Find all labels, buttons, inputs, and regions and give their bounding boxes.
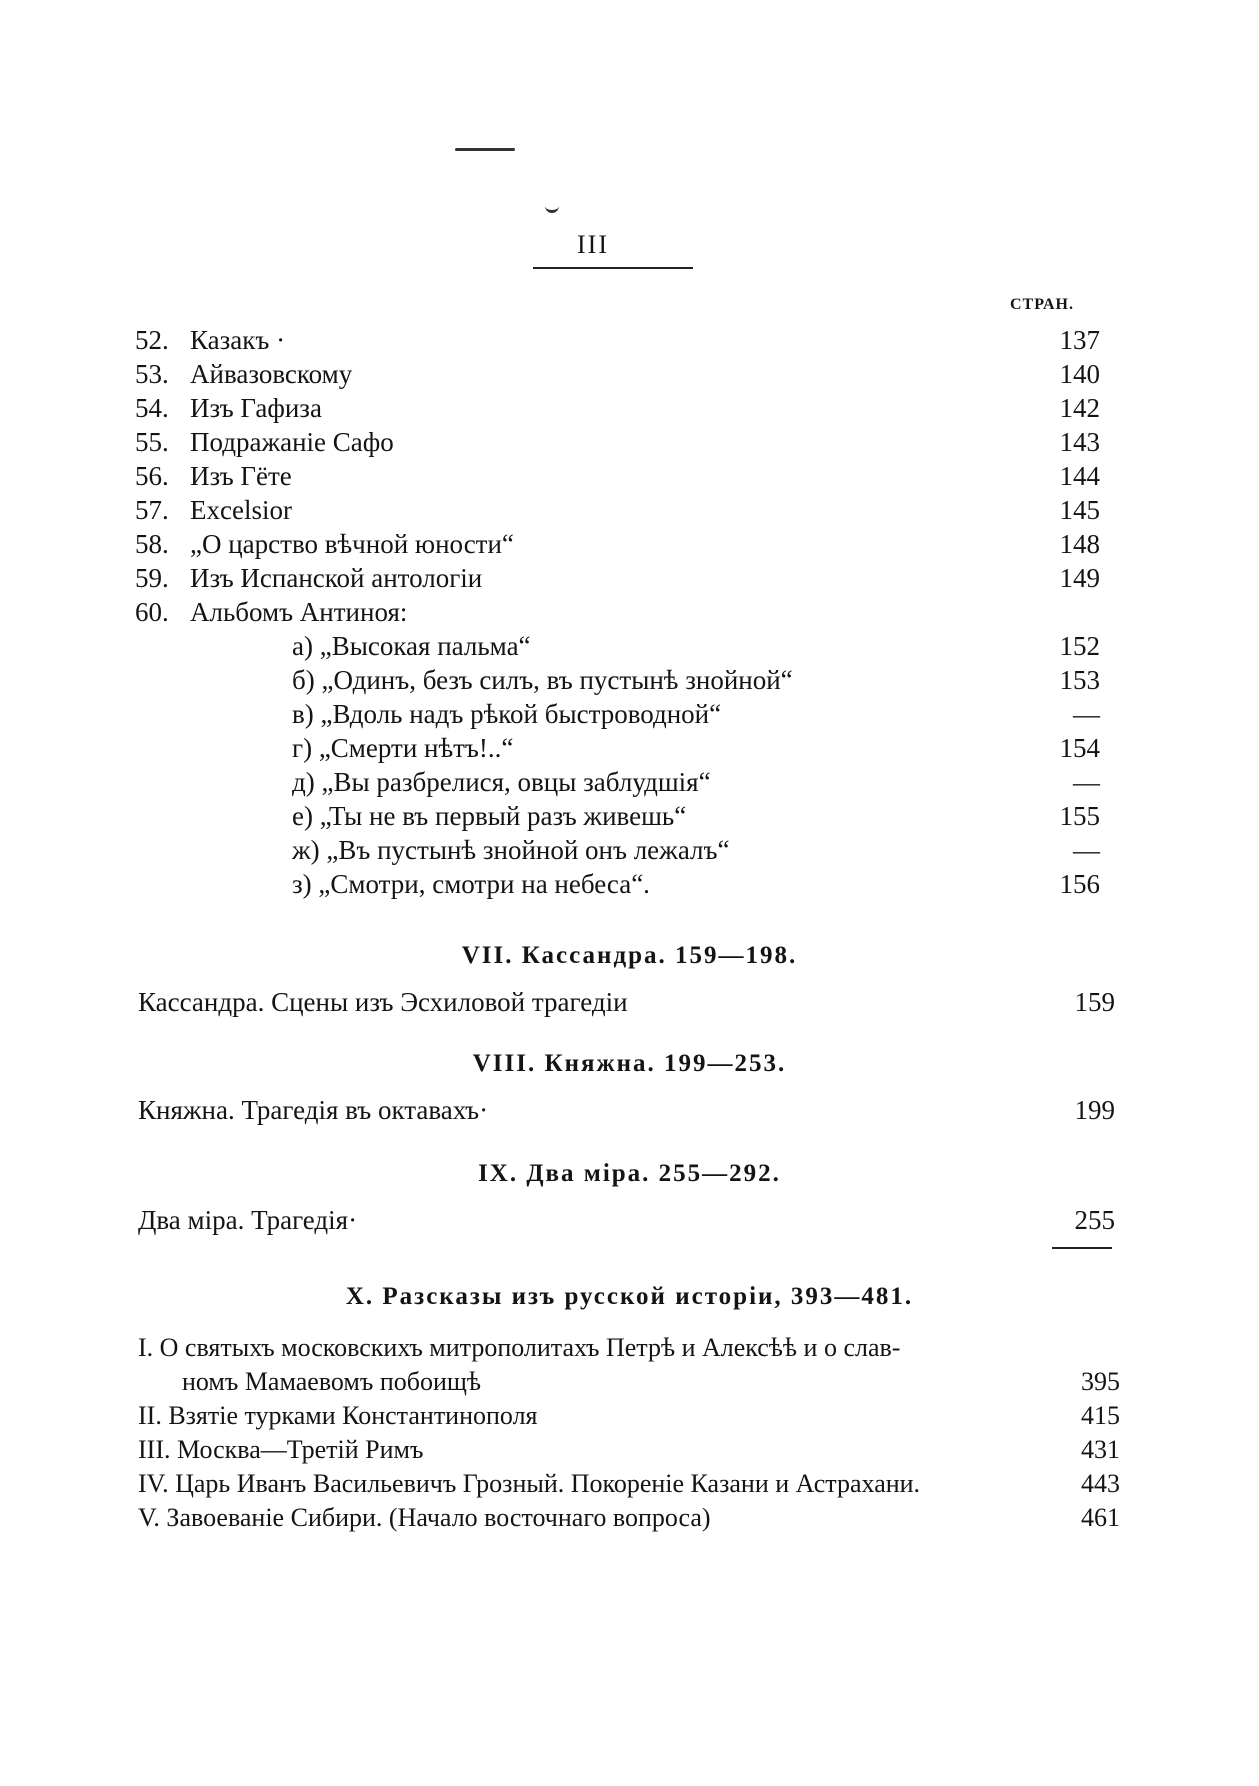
subentry-page: 155 bbox=[1059, 801, 1100, 831]
subentry-page: — bbox=[1073, 767, 1100, 797]
entry-number: 58. bbox=[135, 529, 169, 559]
subentry-page: 156 bbox=[1059, 869, 1100, 899]
section-entry-page: 255 bbox=[1074, 1205, 1115, 1235]
subentry-title: в) „Вдоль надъ рѣкой быстроводной“ bbox=[292, 699, 722, 729]
entry-number: 54. bbox=[135, 393, 169, 423]
section-entry-page: 159 bbox=[1074, 987, 1115, 1017]
subentry-title: б) „Одинъ, безъ силъ, въ пустынѣ знойной“ bbox=[292, 665, 793, 695]
entry-number: 53. bbox=[135, 359, 169, 389]
history-item-line: I. О святыхъ московскихъ митрополитахъ Петрѣ и Алексѣѣ и о слав- bbox=[138, 1333, 901, 1362]
subentry-page: 154 bbox=[1059, 733, 1100, 763]
subentry-page: — bbox=[1073, 835, 1100, 865]
subentry-title: д) „Вы разбрелися, овцы заблудшія“ bbox=[292, 767, 711, 797]
subentry-page: 153 bbox=[1059, 665, 1100, 695]
subentry-title: з) „Смотри, смотри на небеса“. bbox=[292, 869, 650, 899]
entry-page: 143 bbox=[1059, 427, 1100, 457]
history-item-line: номъ Мамаевомъ побоищѣ bbox=[182, 1367, 482, 1396]
entry-title: Изъ Гёте bbox=[190, 461, 292, 491]
entry-page: 148 bbox=[1059, 529, 1100, 559]
entry-title: Excelsior bbox=[190, 495, 292, 525]
history-item-line: III. Москва—Третій Римъ bbox=[138, 1435, 424, 1464]
history-item-page: 443 bbox=[1081, 1469, 1120, 1498]
section-heading: IX. Два міра. 255—292. bbox=[478, 1160, 781, 1187]
section-entry: Два міра. Трагедія· bbox=[138, 1205, 358, 1235]
entry-page: 149 bbox=[1059, 563, 1100, 593]
entry-title: Альбомъ Антиноя: bbox=[190, 597, 408, 627]
entry-page: 137 bbox=[1059, 325, 1100, 355]
history-item-line: II. Взятіе турками Константинополя bbox=[138, 1401, 538, 1430]
printer-mark-curve bbox=[545, 205, 559, 213]
entry-page: 140 bbox=[1059, 359, 1100, 389]
entry-title: Изъ Испанской антологіи bbox=[190, 563, 483, 593]
section-entry: Княжна. Трагедія въ октавахъ· bbox=[138, 1095, 489, 1125]
entry-title: Айвазовскому bbox=[190, 359, 353, 389]
entry-page: 142 bbox=[1059, 393, 1100, 423]
entry-number: 59. bbox=[135, 563, 169, 593]
section-entry-page: 199 bbox=[1074, 1095, 1115, 1125]
history-item-line: IV. Царь Иванъ Васильевичъ Грозный. Покореніе Казани и Астрахани. bbox=[138, 1469, 921, 1498]
history-item-line: V. Завоеваніе Сибири. (Начало восточнаго вопроса) bbox=[138, 1503, 711, 1532]
entry-number: 60. bbox=[135, 597, 169, 627]
section-entry: Кассандра. Сцены изъ Эсхиловой трагедіи bbox=[138, 987, 628, 1017]
page-number-rule bbox=[533, 267, 693, 269]
history-item-page: 431 bbox=[1081, 1435, 1120, 1464]
printer-mark-dash bbox=[455, 148, 515, 151]
entry-number: 55. bbox=[135, 427, 169, 457]
entry-number: 56. bbox=[135, 461, 169, 491]
subentry-title: а) „Высокая пальма“ bbox=[292, 631, 531, 661]
subentry-title: ж) „Въ пустынѣ знойной онъ лежалъ“ bbox=[292, 835, 730, 865]
page-underline bbox=[1052, 1247, 1112, 1249]
entry-title: Казакъ · bbox=[190, 325, 286, 355]
subentry-title: г) „Смерти нѣтъ!..“ bbox=[292, 733, 514, 763]
entry-page: 145 bbox=[1059, 495, 1100, 525]
history-item-page: 461 bbox=[1081, 1503, 1120, 1532]
history-item-page: 415 bbox=[1081, 1401, 1120, 1430]
section-heading: X. Разсказы изъ русской исторіи, 393—481. bbox=[345, 1283, 914, 1310]
entry-page: 144 bbox=[1059, 461, 1100, 491]
subentry-page: 152 bbox=[1059, 631, 1100, 661]
entry-title: „О царство вѣчной юности“ bbox=[190, 529, 514, 559]
section-heading: VII. Кассандра. 159—198. bbox=[461, 942, 798, 969]
page-number: III bbox=[577, 230, 609, 259]
entry-title: Подражаніе Сафо bbox=[190, 427, 394, 457]
entry-title: Изъ Гафиза bbox=[190, 393, 322, 423]
entry-number: 52. bbox=[135, 325, 169, 355]
section-heading: VIII. Княжна. 199—253. bbox=[472, 1050, 787, 1077]
subentry-page: — bbox=[1073, 699, 1100, 729]
history-item-page: 395 bbox=[1081, 1367, 1120, 1396]
entry-number: 57. bbox=[135, 495, 169, 525]
column-header-pages: СТРАН. bbox=[1010, 296, 1074, 313]
subentry-title: е) „Ты не въ первый разъ живешь“ bbox=[292, 801, 687, 831]
